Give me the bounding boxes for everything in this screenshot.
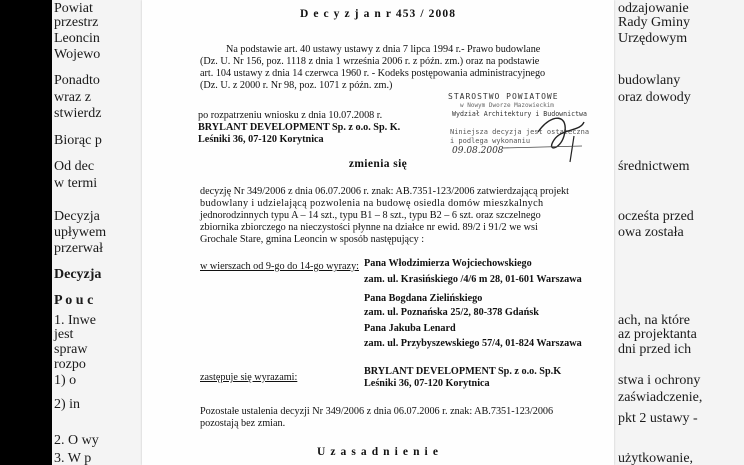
bg-left-fragment: Ponadto (54, 73, 100, 88)
decision-text-line-1: decyzję Nr 349/2006 z dnia 06.07.2006 r. znak: AB.7351-123/2006 zatwierdzającą projekt (200, 186, 569, 197)
bg-right-fragment: pkt 2 ustawy - (618, 411, 698, 426)
person-3-address: zam. ul. Przybyszewskiego 57/4, 01-824 Warszawa (364, 338, 582, 349)
stamp-date: 09.08.2008 (452, 146, 504, 156)
applicant-name: BRYLANT DEVELOPMENT Sp. z o.o. Sp. K. (198, 122, 401, 133)
bg-left-fragment: Wojewo (54, 47, 101, 62)
legal-basis-line-2: (Dz. U. Nr 156, poz. 1118 z dnia 1 września 2006 r. z późn. zm.) oraz na podstawie (200, 56, 540, 67)
justification-heading: U z a s a d n i e n i e (316, 446, 440, 458)
bg-right-fragment: użytkowanie, (618, 451, 694, 465)
person-2-address: zam. ul. Poznańska 25/2, 80-378 Gdańsk (364, 307, 539, 318)
legal-basis-line-3: art. 104 ustawy z dnia 14 czerwca 1960 r. - Kodeks postępowania administracyjnego (200, 68, 546, 79)
bg-left-fragment: P o u c (54, 293, 94, 308)
bg-left-fragment: w termi (54, 176, 98, 191)
bg-right-fragment: ach, na które (618, 313, 690, 328)
bg-right-fragment: ocześta przed (618, 209, 694, 224)
bg-right-fragment: odzajowanie (618, 1, 689, 16)
signature-mark (442, 92, 592, 164)
bg-right-fragment: oraz dowody (618, 90, 691, 105)
bg-right-fragment: Urzędowym (618, 31, 688, 46)
decision-text-line-2: budowlany i udzielającą pozwolenia na budowę osiedla domów mieszkalnych (200, 198, 544, 209)
bg-right-fragment: az projektanta (618, 327, 697, 342)
in-lines-label: w wierszach od 9-go do 14-go wyrazy: (200, 261, 359, 272)
remaining-line-1: Pozostałe ustalenia decyzji Nr 349/2006 z dnia 06.07.2006 r. znak: AB.7351-123/2006 (200, 406, 554, 417)
bg-left-fragment: 1) o (54, 373, 77, 388)
bg-left-fragment: stwierdz (54, 106, 102, 121)
bg-left-fragment: Powiat (54, 1, 93, 16)
bg-left-fragment: Biorąc p (54, 133, 102, 148)
bg-left-fragment: wraz z (54, 90, 91, 105)
bg-right-fragment: średnictwem (618, 159, 690, 174)
legal-basis-line-1: Na podstawie art. 40 ustawy ustawy z dnia 7 lipca 1994 r.- Prawo budowlane (226, 44, 541, 55)
legal-basis-line-4: (Dz. U. z 2000 r. Nr 98, poz. 1071 z późn. zm.) (200, 80, 393, 91)
bg-left-fragment: 3. W p (54, 451, 92, 465)
decision-text-line-3: jednorodzinnych typu A – 14 szt., typu B1 – 8 szt., typu B2 – 6 szt. oraz szczelnego (200, 210, 541, 221)
bg-left-fragment: przestrz (54, 15, 99, 30)
bg-right-fragment: owa została (618, 225, 684, 240)
bg-left-fragment: przerwał (54, 241, 103, 256)
replacement-address: Leśniki 36, 07-120 Korytnica (364, 378, 490, 389)
document-title: D e c y z j a n r 453 / 2008 (299, 8, 457, 20)
applicant-address: Leśniki 36, 07-120 Korytnica (198, 134, 324, 145)
replaced-label: zastępuje się wyrazami: (200, 372, 298, 383)
bg-left-fragment: spraw (54, 342, 88, 357)
bg-left-fragment: upływem (54, 225, 107, 240)
bg-left-fragment: 2) in (54, 397, 81, 412)
bg-left-fragment: 2. O wy (54, 433, 99, 448)
request-date: po rozpatrzeniu wniosku z dnia 10.07.2008 r. (198, 110, 383, 121)
official-stamp: STAROSTWO POWIATOWE w Nowym Dworze Mazowieckim Wydział Architektury i Budownictwa Niniejsza decyzja jest ostateczna i podlega wykonaniu 09.08.2008 (442, 92, 592, 164)
remaining-line-2: pozostają bez zmian. (200, 418, 286, 429)
bg-left-fragment: rozpo (54, 357, 86, 372)
person-1-address: zam. ul. Krasińskiego /4/6 m 28, 01-601 Warszawa (364, 274, 582, 285)
person-3-name: Pana Jakuba Lenard (364, 323, 456, 334)
replacement-name: BRYLANT DEVELOPMENT Sp. z o.o. Sp.K (364, 366, 562, 377)
bg-left-fragment: Decyzja (54, 209, 100, 224)
bg-right-fragment: dni przed ich (618, 342, 692, 357)
bg-left-fragment: Od dec (54, 159, 95, 174)
bg-right-fragment: Rady Gminy (618, 15, 690, 30)
changes-heading: zmienia się (348, 158, 408, 170)
person-2-name: Pana Bogdana Zielińskiego (364, 293, 483, 304)
decision-text-line-5: Grochale Stare, gmina Leoncin w sposób następujący : (200, 234, 425, 245)
bg-right-fragment: stwa i ochrony (618, 373, 701, 388)
bg-right-fragment: budowlany (618, 73, 681, 88)
decision-text-line-4: zbiornika zbiorczego na nieczystości płynne na działce nr ewid. 89/2 i 91/2 we wsi (200, 222, 538, 233)
person-1-name: Pana Włodzimierza Wojciechowskiego (364, 258, 532, 269)
decision-document (142, 0, 614, 465)
bg-left-fragment: Decyzja (54, 267, 102, 282)
bg-left-fragment: jest (54, 327, 74, 342)
bg-left-fragment: 1. Inwe (54, 313, 96, 328)
bg-right-fragment: zaświadczenie, (618, 390, 703, 405)
bg-left-fragment: Leoncin (54, 31, 100, 46)
